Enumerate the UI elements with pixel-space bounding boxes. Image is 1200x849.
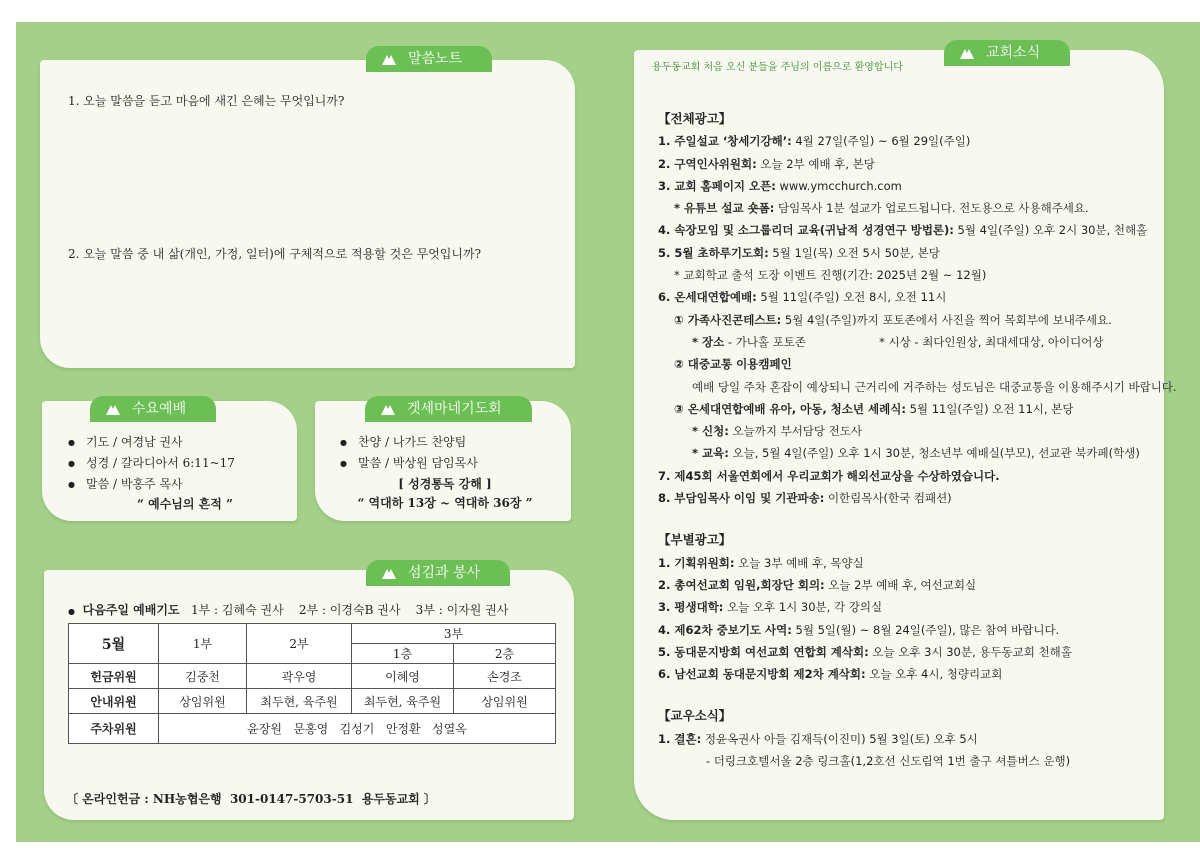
news-line-text: 정윤옥권사 아들 김재득(이진미) 5월 3일(토) 오후 5시 [701, 731, 978, 746]
news-line-text: 5월 1일(목) 오전 5시 50분, 본당 [768, 245, 940, 260]
news-line [658, 130, 1178, 152]
news-line-text: 오늘 오후 1시 30분, 각 강의실 [723, 600, 883, 615]
news-line [658, 331, 1178, 353]
general-lines [658, 130, 1178, 509]
news-line [658, 663, 1178, 685]
news-line-heading: * 유튜브 설교 숏폼: [674, 201, 775, 216]
header-1bu: 1부 [159, 624, 247, 664]
table-cell: 최두현, 육주원 [247, 689, 352, 714]
next-prayer-label: 다음주일 예배기도 [82, 603, 180, 617]
news-line-heading: 5. 동대문지방회 여선교회 연합회 계삭회: [658, 644, 869, 659]
news-line-heading: 4. 속장모임 및 소그룹리더 교육(귀납적 성경연구 방법론): [658, 223, 954, 238]
news-line [658, 619, 1178, 641]
praying-hands-icon [379, 401, 397, 417]
member-lines [658, 728, 1178, 773]
news-line-text: 오늘 오후 4시, 청량리교회 [865, 667, 1003, 682]
general-section-title: 【전체광고】 [658, 111, 732, 126]
news-line [658, 420, 1178, 442]
month-cell: 5월 [69, 624, 159, 664]
row-label: 주차위원 [69, 714, 159, 744]
wednesday-tab-label: 수요예배 [132, 401, 187, 417]
news-line-text: 5월 5일(월) ~ 8월 24일(주일), 많은 참여 바랍니다. [791, 622, 1060, 637]
table-row [69, 664, 556, 689]
wednesday-item: ● 성경 / 갈라디아서 6:11~17 [68, 453, 235, 474]
table-row [69, 689, 556, 714]
table-cell: 김중천 [159, 664, 247, 689]
news-line [658, 153, 1178, 175]
news-line-heading: * 교육: [692, 446, 729, 461]
service-tab [366, 560, 510, 586]
news-line-heading: 6. 온세대연합예배: [658, 290, 757, 305]
word-note-tab-label: 말씀노트 [408, 51, 463, 67]
parking-cell: 윤장원 문홍영 김성기 안정환 성열옥 [159, 714, 556, 744]
news-line [658, 286, 1178, 308]
news-line [658, 175, 1178, 197]
wednesday-tab [90, 396, 216, 422]
news-line-text: 오늘 2부 예배 후, 여선교회실 [824, 577, 977, 592]
news-line-text: 5월 4일(주일)까지 포토존에서 사진을 찍어 목회부에 보내주세요. [781, 312, 1112, 327]
praying-hands-icon [380, 51, 398, 67]
news-line-heading: 3. 평생대학: [658, 600, 724, 615]
member-section-title: 【교우소식】 [658, 708, 732, 724]
news-line-heading: 6. 남선교회 동대문지방회 제2차 계삭회: [658, 667, 866, 682]
news-line-heading: * 장소 [692, 334, 725, 349]
wednesday-item: ● 말씀 / 박홍주 목사 [68, 474, 235, 495]
news-line-heading: 4. 제62차 중보기도 사역: [658, 622, 792, 637]
news-line-text: 5월 4일(주일) 오후 2시 30분, 천해홀 [953, 223, 1148, 238]
news-line-text: 예배 당일 주차 혼잡이 예상되니 근거리에 거주하는 성도님은 대중교통을 이용해주시기 바랍니다. [692, 379, 1177, 394]
next-prayer-row: ● 다음주일 예배기도 1부 : 김혜숙 권사 2부 : 이경숙B 권사 3부 : 이자원 권사 [68, 603, 509, 617]
news-line-heading: * 신청: [692, 424, 729, 439]
wednesday-sermon-title: “ 예수님의 흔적 ” [137, 497, 233, 511]
news-line-text: 이한림목사(한국 컴패션) [824, 491, 952, 506]
church-news-body [658, 108, 1178, 772]
table-cell: 최두현, 육주원 [352, 689, 454, 714]
news-line-text: - 가나홀 포토존 * 시상 - 최다인원상, 최대세대상, 아이디어상 [724, 334, 1104, 349]
news-line-text: 오늘 오후 3시 30분, 용두동교회 천해홀 [868, 644, 1072, 659]
service-tab-label: 섬김과 봉사 [408, 565, 481, 581]
news-line-text: 오늘, 5월 4일(주일) 오후 1시 30분, 청소년부 예배실(부모), 선교관 북카페(학생) [728, 446, 1140, 461]
news-line-text: 담임목사 1분 설교가 업로드됩니다. 전도용으로 사용해주세요. [774, 201, 1089, 216]
news-line [658, 596, 1178, 618]
praying-hands-icon [104, 401, 122, 417]
table-row [69, 714, 556, 744]
news-line [658, 398, 1178, 420]
praying-hands-icon [380, 565, 398, 581]
news-line-text: 4월 27일(주일) ~ 6월 29일(주일) [791, 134, 971, 149]
news-line-text: www.ymcchurch.com [775, 178, 902, 193]
news-line [658, 219, 1178, 241]
online-giving: 〔 온라인헌금 : NH농협은행 301-0147-5703-51 용두동교회 〕 [66, 792, 436, 806]
gethsemane-item: ● 말씀 / 박상원 담임목사 [340, 453, 478, 474]
wednesday-list [68, 432, 235, 495]
header-2bu: 2부 [247, 624, 352, 664]
news-line [658, 309, 1178, 331]
news-line-heading: ② 대중교통 이용캠페인 [674, 357, 792, 372]
note-question-2: 2. 오늘 말씀 중 내 삶(개인, 가정, 일터)에 구체적으로 적용할 것은 무엇입니까? [68, 247, 482, 261]
news-line-heading: 3. 교회 홈페이지 오픈: [658, 178, 776, 193]
church-news-tab [944, 40, 1070, 66]
news-line-heading: ③ 온세대연합예배 유아, 아동, 청소년 세례식: [674, 401, 906, 416]
row-label: 헌금위원 [69, 664, 159, 689]
note-question-1: 1. 오늘 말씀을 듣고 마음에 새긴 은혜는 무엇입니까? [68, 94, 345, 108]
news-line-heading: ① 가족사진콘테스트: [674, 312, 782, 327]
next-prayer-value: 1부 : 김혜숙 권사 2부 : 이경숙B 권사 3부 : 이자원 권사 [191, 603, 509, 617]
news-line [658, 552, 1178, 574]
news-line-heading: 5. 5월 초하루기도회: [658, 245, 769, 260]
news-line-heading: 1. 결혼: [658, 731, 702, 746]
news-line [658, 465, 1178, 487]
gethsemane-tab [365, 396, 532, 422]
table-cell: 상임위원 [454, 689, 556, 714]
header-2f: 2층 [454, 644, 556, 664]
news-line [658, 750, 1178, 772]
header-3bu: 3부 [352, 624, 556, 644]
table-cell: 곽우영 [247, 664, 352, 689]
church-news-tab-label: 교회소식 [986, 45, 1041, 61]
news-line-heading: 7. 제45회 서울연회에서 우리교회가 해외선교상을 수상하였습니다. [658, 468, 1000, 483]
news-line-heading: 1. 주일설교 ‘창세기강해’: [658, 134, 792, 149]
news-line-heading: 2. 총여선교회 임원,회장단 회의: [658, 577, 825, 592]
news-line-heading: 8. 부담임목사 이임 및 기관파송: [658, 491, 825, 506]
wednesday-item: ● 기도 / 여경남 권사 [68, 432, 235, 453]
news-line [658, 197, 1178, 219]
news-line-text: 5월 11일(주일) 오전 11시, 본당 [905, 401, 1074, 416]
news-line [658, 442, 1178, 464]
news-line [658, 242, 1178, 264]
news-line [658, 353, 1178, 375]
table-cell: 이혜영 [352, 664, 454, 689]
special-lines [658, 552, 1178, 686]
header-1f: 1층 [352, 644, 454, 664]
table-cell: 상임위원 [159, 689, 247, 714]
gethsemane-tab-label: 겟세마네기도회 [407, 401, 502, 417]
special-section-title: 【부별광고】 [658, 532, 732, 548]
row-label: 안내위원 [69, 689, 159, 714]
news-line [658, 264, 1178, 286]
table-cell: 손경조 [454, 664, 556, 689]
gethsemane-item: ● 찬양 / 나가드 찬양팀 [340, 432, 478, 453]
news-line [658, 376, 1178, 398]
news-line-text: 5월 11일(주일) 오전 8시, 오전 11시 [756, 290, 947, 305]
news-line-heading: 1. 기획위원회: [658, 555, 735, 570]
gethsemane-list [340, 432, 478, 474]
news-line-text: 오늘까지 부서담당 전도사 [728, 424, 863, 439]
news-line-text: 오늘 3부 예배 후, 목양실 [734, 555, 864, 570]
news-line [658, 487, 1178, 509]
news-line [658, 641, 1178, 663]
word-note-tab [366, 46, 492, 72]
news-line-text: * 교회학교 출석 도장 이벤트 진행(기간: 2025년 2월 ~ 12월) [674, 268, 987, 283]
news-line-text: - 더링크호텔서울 2층 링크홀(1,2호선 신도림역 1번 출구 셔틀버스 운행) [706, 754, 1071, 769]
gethsemane-series: [ 성경통독 강해 ] [398, 477, 492, 491]
service-table [68, 623, 556, 744]
news-line-heading: 2. 구역인사위원회: [658, 156, 757, 171]
news-line-text: 오늘 2부 예배 후, 본당 [756, 156, 875, 171]
praying-hands-icon [958, 45, 976, 61]
gethsemane-range: “ 역대하 13장 ~ 역대하 36장 ” [357, 496, 533, 510]
welcome-text: 용두동교회 처음 오신 분들을 주님의 이름으로 환영합니다 [652, 62, 903, 73]
news-line [658, 574, 1178, 596]
news-line [658, 728, 1178, 750]
